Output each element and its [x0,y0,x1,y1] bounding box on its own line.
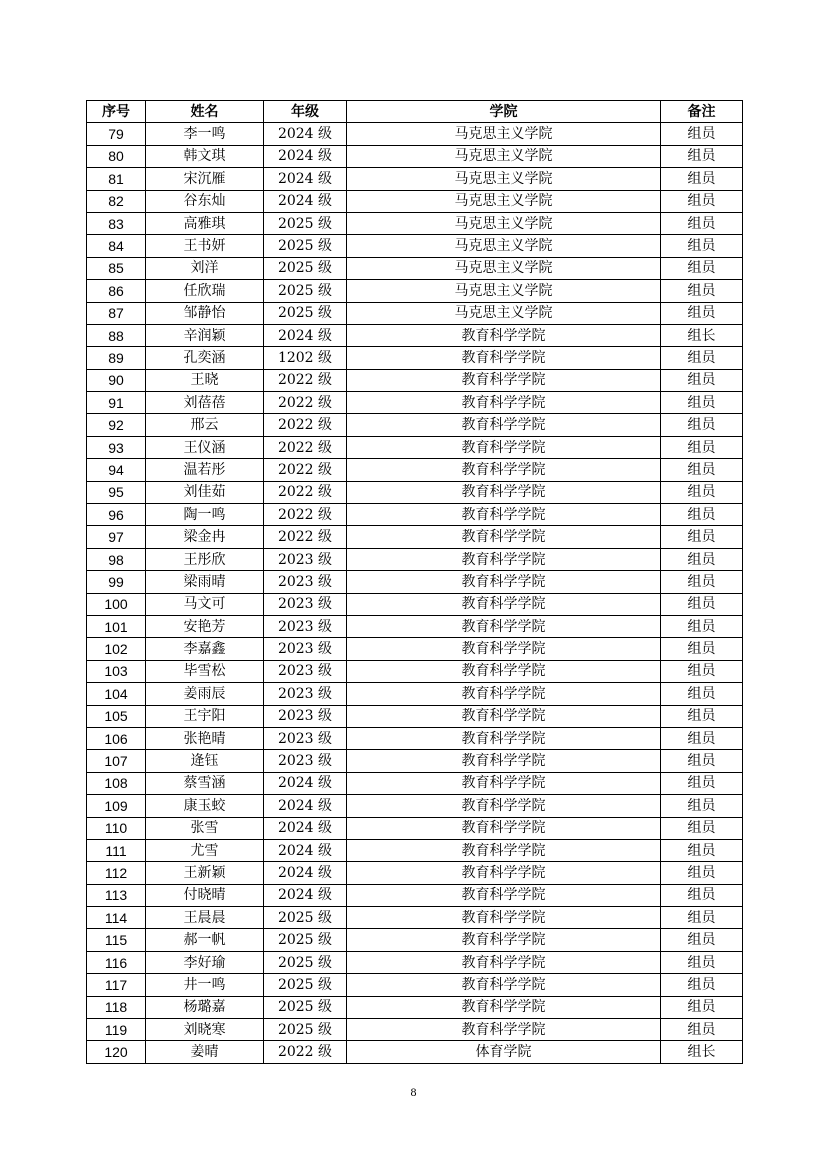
cell-grade: 2025 级 [264,235,347,257]
cell-remark: 组员 [661,705,743,727]
cell-remark: 组员 [661,862,743,884]
table-row [87,504,743,526]
cell-grade: 2024 级 [264,862,347,884]
cell-remark: 组员 [661,951,743,973]
cell-name: 姜雨辰 [146,683,264,705]
cell-name: 谷东灿 [146,190,264,212]
table-row [87,907,743,929]
table-row [87,235,743,257]
cell-seq: 104 [87,683,146,705]
cell-seq: 100 [87,593,146,615]
cell-seq: 113 [87,884,146,906]
cell-remark: 组员 [661,817,743,839]
cell-college: 教育科学学院 [347,347,661,369]
cell-college: 马克思主义学院 [347,190,661,212]
cell-name: 刘蓓蓓 [146,392,264,414]
cell-college: 马克思主义学院 [347,168,661,190]
cell-college: 马克思主义学院 [347,212,661,234]
cell-remark: 组员 [661,884,743,906]
cell-name: 李嘉鑫 [146,638,264,660]
cell-grade: 2024 级 [264,123,347,145]
cell-remark: 组员 [661,638,743,660]
table-row [87,392,743,414]
cell-remark: 组员 [661,280,743,302]
table-row [87,862,743,884]
cell-name: 任欣瑞 [146,280,264,302]
table-row [87,727,743,749]
table-row [87,772,743,794]
cell-college: 教育科学学院 [347,392,661,414]
cell-remark: 组员 [661,1019,743,1041]
table-row [87,683,743,705]
cell-seq: 85 [87,257,146,279]
cell-name: 井一鸣 [146,974,264,996]
cell-college: 教育科学学院 [347,772,661,794]
table-row [87,145,743,167]
cell-remark: 组员 [661,235,743,257]
cell-name: 付晓晴 [146,884,264,906]
cell-seq: 79 [87,123,146,145]
table-row [87,526,743,548]
cell-name: 王宇阳 [146,705,264,727]
cell-grade: 2022 级 [264,481,347,503]
cell-college: 教育科学学院 [347,705,661,727]
cell-remark: 组员 [661,795,743,817]
cell-remark: 组员 [661,571,743,593]
cell-remark: 组员 [661,212,743,234]
cell-name: 尤雪 [146,839,264,861]
cell-college: 马克思主义学院 [347,280,661,302]
header-remark: 备注 [661,101,743,123]
cell-name: 刘晓寒 [146,1019,264,1041]
cell-college: 教育科学学院 [347,660,661,682]
cell-grade: 2023 级 [264,548,347,570]
table-row [87,302,743,324]
cell-name: 安艳芳 [146,615,264,637]
cell-remark: 组员 [661,593,743,615]
cell-remark: 组员 [661,414,743,436]
header-grade: 年级 [264,101,347,123]
cell-college: 教育科学学院 [347,996,661,1018]
cell-seq: 92 [87,414,146,436]
cell-grade: 2025 级 [264,907,347,929]
cell-seq: 81 [87,168,146,190]
table-row [87,638,743,660]
cell-seq: 99 [87,571,146,593]
cell-grade: 2023 级 [264,683,347,705]
cell-seq: 93 [87,436,146,458]
cell-seq: 89 [87,347,146,369]
table-row [87,324,743,346]
cell-seq: 88 [87,324,146,346]
cell-name: 姜晴 [146,1041,264,1063]
cell-remark: 组员 [661,504,743,526]
cell-college: 马克思主义学院 [347,257,661,279]
cell-grade: 2024 级 [264,884,347,906]
cell-college: 教育科学学院 [347,638,661,660]
cell-college: 教育科学学院 [347,884,661,906]
cell-grade: 2025 级 [264,974,347,996]
cell-name: 王新颖 [146,862,264,884]
cell-grade: 2022 级 [264,1041,347,1063]
cell-grade: 2024 级 [264,817,347,839]
cell-grade: 2023 级 [264,593,347,615]
cell-remark: 组员 [661,727,743,749]
cell-seq: 111 [87,839,146,861]
cell-college: 教育科学学院 [347,817,661,839]
cell-remark: 组员 [661,168,743,190]
header-name: 姓名 [146,101,264,123]
cell-college: 教育科学学院 [347,414,661,436]
cell-seq: 118 [87,996,146,1018]
cell-grade: 2025 级 [264,280,347,302]
cell-remark: 组员 [661,392,743,414]
cell-grade: 2022 级 [264,504,347,526]
cell-name: 刘洋 [146,257,264,279]
table-row [87,436,743,458]
table-row [87,280,743,302]
cell-college: 教育科学学院 [347,1019,661,1041]
cell-seq: 83 [87,212,146,234]
table-row [87,212,743,234]
cell-name: 梁金冉 [146,526,264,548]
cell-seq: 108 [87,772,146,794]
cell-grade: 2024 级 [264,839,347,861]
cell-grade: 2025 级 [264,996,347,1018]
cell-name: 杨璐嘉 [146,996,264,1018]
cell-college: 教育科学学院 [347,974,661,996]
table-row [87,459,743,481]
cell-name: 王仪涵 [146,436,264,458]
cell-remark: 组员 [661,996,743,1018]
cell-college: 教育科学学院 [347,548,661,570]
cell-seq: 94 [87,459,146,481]
cell-remark: 组员 [661,615,743,637]
table-row [87,571,743,593]
cell-seq: 102 [87,638,146,660]
cell-remark: 组员 [661,548,743,570]
cell-grade: 2023 级 [264,660,347,682]
cell-name: 郝一帆 [146,929,264,951]
cell-seq: 103 [87,660,146,682]
table-row [87,951,743,973]
cell-college: 教育科学学院 [347,862,661,884]
cell-seq: 96 [87,504,146,526]
cell-grade: 2022 级 [264,459,347,481]
table-row [87,593,743,615]
cell-name: 康玉蛟 [146,795,264,817]
cell-name: 梁雨晴 [146,571,264,593]
cell-name: 王晓 [146,369,264,391]
table-row [87,615,743,637]
cell-college: 马克思主义学院 [347,302,661,324]
cell-college: 教育科学学院 [347,571,661,593]
cell-name: 陶一鸣 [146,504,264,526]
cell-seq: 87 [87,302,146,324]
cell-remark: 组员 [661,526,743,548]
cell-remark: 组员 [661,683,743,705]
cell-grade: 2023 级 [264,705,347,727]
cell-college: 教育科学学院 [347,504,661,526]
cell-name: 邹静怡 [146,302,264,324]
cell-seq: 90 [87,369,146,391]
cell-seq: 84 [87,235,146,257]
table-row [87,548,743,570]
cell-college: 教育科学学院 [347,795,661,817]
cell-grade: 2024 级 [264,772,347,794]
table-row [87,1019,743,1041]
table-row [87,996,743,1018]
member-table [86,100,743,1064]
table-row [87,839,743,861]
cell-grade: 2024 级 [264,795,347,817]
cell-college: 教育科学学院 [347,839,661,861]
cell-college: 教育科学学院 [347,459,661,481]
cell-seq: 105 [87,705,146,727]
table-body [87,123,743,1063]
cell-grade: 2023 级 [264,750,347,772]
table-row [87,929,743,951]
cell-grade: 2025 级 [264,951,347,973]
cell-seq: 86 [87,280,146,302]
cell-remark: 组员 [661,772,743,794]
cell-name: 孔奕涵 [146,347,264,369]
header-seq: 序号 [87,101,146,123]
cell-college: 体育学院 [347,1041,661,1063]
cell-grade: 2023 级 [264,727,347,749]
cell-grade: 2022 级 [264,436,347,458]
cell-seq: 114 [87,907,146,929]
cell-name: 马文可 [146,593,264,615]
cell-name: 高雅琪 [146,212,264,234]
cell-name: 韩文琪 [146,145,264,167]
page-number: 8 [410,1085,417,1099]
cell-name: 邢云 [146,414,264,436]
cell-grade: 2025 级 [264,929,347,951]
cell-remark: 组员 [661,145,743,167]
cell-grade: 2025 级 [264,1019,347,1041]
cell-name: 张艳晴 [146,727,264,749]
cell-remark: 组员 [661,839,743,861]
cell-remark: 组员 [661,190,743,212]
cell-remark: 组员 [661,347,743,369]
cell-seq: 117 [87,974,146,996]
cell-college: 教育科学学院 [347,951,661,973]
cell-remark: 组员 [661,257,743,279]
cell-remark: 组员 [661,907,743,929]
cell-seq: 106 [87,727,146,749]
cell-college: 教育科学学院 [347,750,661,772]
cell-college: 教育科学学院 [347,481,661,503]
cell-college: 教育科学学院 [347,615,661,637]
cell-name: 温若彤 [146,459,264,481]
cell-seq: 115 [87,929,146,951]
cell-name: 王彤欣 [146,548,264,570]
table-row [87,190,743,212]
cell-name: 蔡雪涵 [146,772,264,794]
cell-college: 教育科学学院 [347,929,661,951]
cell-college: 教育科学学院 [347,526,661,548]
cell-name: 逄钰 [146,750,264,772]
cell-grade: 2022 级 [264,414,347,436]
cell-grade: 2025 级 [264,257,347,279]
cell-seq: 119 [87,1019,146,1041]
cell-grade: 2025 级 [264,212,347,234]
table-row [87,369,743,391]
cell-seq: 82 [87,190,146,212]
cell-college: 马克思主义学院 [347,123,661,145]
cell-remark: 组员 [661,436,743,458]
table-row [87,347,743,369]
cell-college: 教育科学学院 [347,593,661,615]
cell-seq: 98 [87,548,146,570]
table-row [87,884,743,906]
cell-name: 王书妍 [146,235,264,257]
cell-name: 李一鸣 [146,123,264,145]
table-row [87,795,743,817]
cell-remark: 组员 [661,750,743,772]
cell-grade: 2022 级 [264,526,347,548]
cell-grade: 2023 级 [264,638,347,660]
cell-remark: 组员 [661,929,743,951]
cell-college: 教育科学学院 [347,727,661,749]
cell-seq: 120 [87,1041,146,1063]
cell-seq: 101 [87,615,146,637]
table-row [87,414,743,436]
cell-college: 教育科学学院 [347,436,661,458]
cell-name: 刘佳茹 [146,481,264,503]
cell-seq: 116 [87,951,146,973]
cell-remark: 组员 [661,123,743,145]
cell-grade: 2022 级 [264,392,347,414]
cell-grade: 2023 级 [264,571,347,593]
cell-remark: 组员 [661,974,743,996]
table-row [87,974,743,996]
cell-name: 张雪 [146,817,264,839]
table-row [87,750,743,772]
cell-name: 王晨晨 [146,907,264,929]
cell-grade: 2023 级 [264,615,347,637]
cell-name: 毕雪松 [146,660,264,682]
header-row [87,101,743,123]
cell-seq: 107 [87,750,146,772]
cell-grade: 2022 级 [264,369,347,391]
cell-name: 辛润颖 [146,324,264,346]
cell-college: 教育科学学院 [347,907,661,929]
cell-name: 宋沉雁 [146,168,264,190]
table-row [87,817,743,839]
table-row [87,1041,743,1063]
cell-name: 李好瑜 [146,951,264,973]
cell-college: 马克思主义学院 [347,145,661,167]
cell-grade: 2024 级 [264,145,347,167]
cell-grade: 2024 级 [264,190,347,212]
cell-grade: 2024 级 [264,324,347,346]
cell-seq: 112 [87,862,146,884]
cell-seq: 110 [87,817,146,839]
cell-college: 教育科学学院 [347,369,661,391]
cell-remark: 组员 [661,660,743,682]
cell-seq: 95 [87,481,146,503]
table-row [87,481,743,503]
table-row [87,257,743,279]
table-row [87,660,743,682]
cell-seq: 91 [87,392,146,414]
cell-seq: 97 [87,526,146,548]
cell-college: 教育科学学院 [347,324,661,346]
cell-remark: 组员 [661,302,743,324]
table-row [87,168,743,190]
table-row [87,705,743,727]
cell-college: 马克思主义学院 [347,235,661,257]
header-college: 学院 [347,101,661,123]
cell-remark: 组员 [661,481,743,503]
cell-college: 教育科学学院 [347,683,661,705]
cell-seq: 80 [87,145,146,167]
table-row [87,123,743,145]
table-header [87,101,743,123]
cell-remark: 组长 [661,324,743,346]
cell-grade: 2025 级 [264,302,347,324]
cell-remark: 组长 [661,1041,743,1063]
cell-remark: 组员 [661,459,743,481]
cell-seq: 109 [87,795,146,817]
cell-grade: 1202 级 [264,347,347,369]
cell-grade: 2024 级 [264,168,347,190]
cell-remark: 组员 [661,369,743,391]
